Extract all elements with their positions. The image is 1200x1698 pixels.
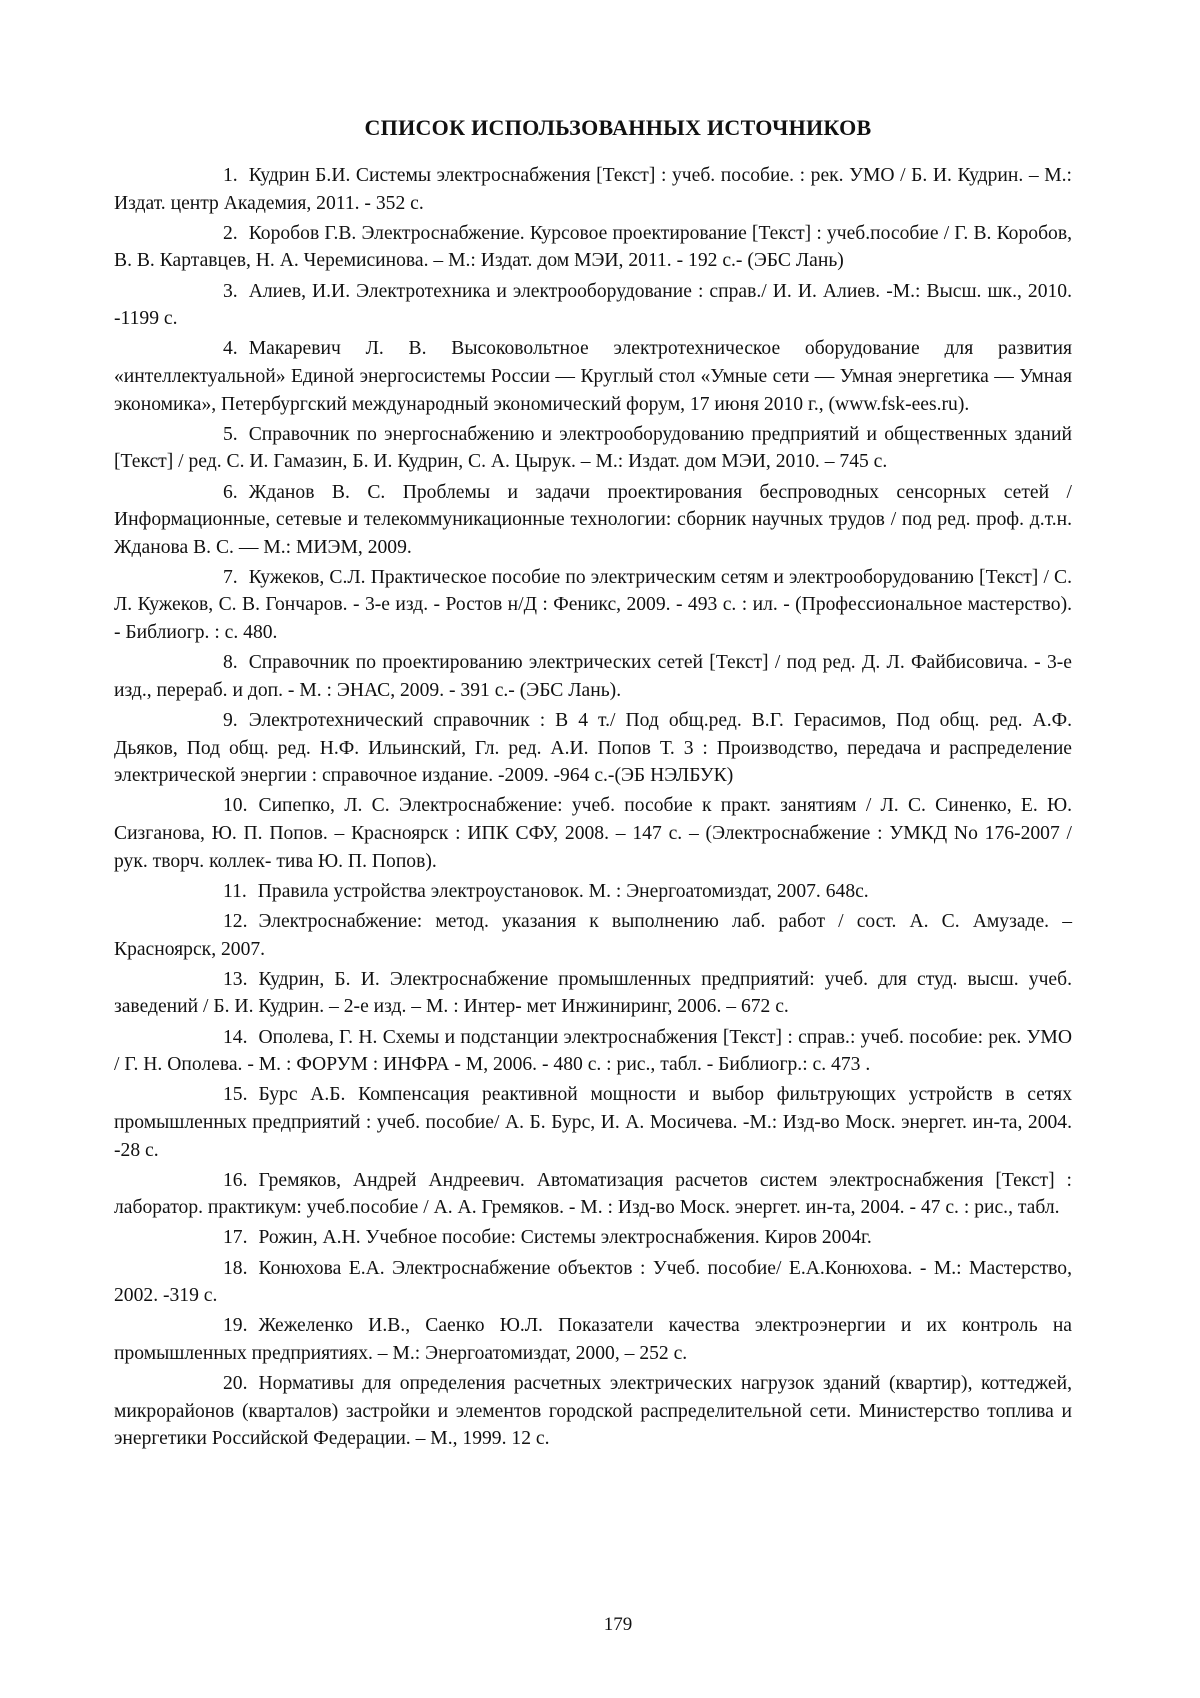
page-title: СПИСОК ИСПОЛЬЗОВАННЫХ ИСТОЧНИКОВ: [0, 114, 1200, 142]
reference-item: [114, 908, 1072, 963]
page-number: 179: [0, 1613, 1200, 1637]
reference-item: [114, 878, 1072, 906]
reference-text: Справочник по энергоснабжению и электрооборудованию предприятий и общественных зданий [Текст] / ред. С. И. Гамазин, Б. И. Кудрин, С. А. Цырук. – М.: Издат. дом МЭИ, 2010. – 745 с.: [114, 424, 1072, 473]
reference-text: Алиев, И.И. Электротехника и электрооборудование : справ./ И. И. Алиев. -М.: Высш. шк., 2010. -1199 с.: [114, 281, 1072, 330]
reference-text: Электротехнический справочник : В 4 т./ Под общ.ред. В.Г. Герасимов, Под общ. ред. А.Ф. Дьяков, Под общ. ред. Н.Ф. Ильинский, Гл. ред. А.И. Попов Т. 3 : Производство, передача и распределение электрической энергии : справочное издание. -2009. -964 с.-(ЭБ НЭЛБУК): [114, 710, 1072, 786]
reference-number: 12.: [223, 911, 248, 932]
reference-number: 20.: [223, 1373, 248, 1394]
reference-number: 1.: [223, 165, 238, 186]
reference-text: Жежеленко И.В., Саенко Ю.Л. Показатели качества электроэнергии и их контроль на промышленных предприятиях. – М.: Энергоатомиздат, 2000, – 252 с.: [114, 1315, 1072, 1364]
reference-text: Кудрин, Б. И. Электроснабжение промышленных предприятий: учеб. для студ. высш. учеб. заведений / Б. И. Кудрин. – 2-е изд. – М. : Интер- мет Инжиниринг, 2006. – 672 с.: [114, 969, 1072, 1018]
reference-number: 4.: [223, 338, 238, 359]
reference-text: Нормативы для определения расчетных электрических нагрузок зданий (квартир), коттеджей, микрорайонов (кварталов) застройки и элементов городской распределительной сети. Министерство топлива и энергетики Российской Федерации. – М., 1999. 12 с.: [114, 1373, 1072, 1449]
reference-number: 17.: [223, 1227, 248, 1248]
reference-number: 2.: [223, 223, 238, 244]
reference-text: Сипепко, Л. С. Электроснабжение: учеб. пособие к практ. занятиям / Л. С. Синенко, Е. Ю. Сизганова, Ю. П. Попов. – Красноярск : ИПК СФУ, 2008. – 147 с. – (Электроснабжение : УМКД No 176-2007 / рук. творч. коллек- тива Ю. П. Попов).: [114, 795, 1072, 871]
reference-item: [114, 479, 1072, 562]
reference-number: 13.: [223, 969, 248, 990]
reference-text: Ополева, Г. Н. Схемы и подстанции электроснабжения [Текст] : справ.: учеб. пособие: рек. УМО / Г. Н. Ополева. - М. : ФОРУМ : ИНФРА - М, 2006. - 480 с. : рис., табл. - Библиогр.: с. 473 .: [114, 1027, 1072, 1076]
reference-item: [114, 792, 1072, 875]
reference-item: [114, 1370, 1072, 1453]
reference-number: 14.: [223, 1027, 248, 1048]
reference-item: [114, 1312, 1072, 1367]
reference-item: [114, 966, 1072, 1021]
reference-item: [114, 564, 1072, 647]
reference-item: [114, 1024, 1072, 1079]
reference-item: [114, 162, 1072, 217]
reference-text: Справочник по проектированию электрических сетей [Текст] / под ред. Д. Л. Файбисовича. - 3-е изд., перераб. и доп. - М. : ЭНАС, 2009. - 391 с.- (ЭБС Лань).: [114, 652, 1072, 701]
reference-text: Рожин, А.Н. Учебное пособие: Системы электроснабжения. Киров 2004г.: [259, 1227, 872, 1248]
reference-list: [114, 162, 1072, 1456]
reference-number: 15.: [223, 1084, 248, 1105]
reference-text: Конюхова Е.А. Электроснабжение объектов : Учеб. пособие/ Е.А.Конюхова. - М.: Мастерство, 2002. -319 с.: [114, 1258, 1072, 1307]
reference-number: 16.: [223, 1170, 248, 1191]
reference-text: Электроснабжение: метод. указания к выполнению лаб. работ / сост. А. С. Амузаде. – Красноярск, 2007.: [114, 911, 1072, 960]
reference-text: Кужеков, С.Л. Практическое пособие по электрическим сетям и электрооборудованию [Текст] / С. Л. Кужеков, С. В. Гончаров. - 3-е изд. - Ростов н/Д : Феникс, 2009. - 493 с. : ил. - (Профессиональное мастерство). - Библиогр. : с. 480.: [114, 567, 1072, 643]
reference-text: Бурс А.Б. Компенсация реактивной мощности и выбор фильтрующих устройств в сетях промышленных предприятий : учеб. пособие/ А. Б. Бурс, И. А. Мосичева. -М.: Изд-во Моск. энергет. ин-та, 2004. -28 с.: [114, 1084, 1072, 1160]
reference-number: 6.: [223, 482, 238, 503]
reference-item: [114, 220, 1072, 275]
reference-number: 8.: [223, 652, 238, 673]
reference-number: 5.: [223, 424, 238, 445]
reference-text: Правила устройства электроустановок. М. : Энергоатомиздат, 2007. 648с.: [258, 881, 869, 902]
reference-text: Коробов Г.В. Электроснабжение. Курсовое проектирование [Текст] : учеб.пособие / Г. В. Коробов, В. В. Картавцев, Н. А. Черемисинова. – М.: Издат. дом МЭИ, 2011. - 192 с.- (ЭБС Лань): [114, 223, 1072, 272]
reference-number: 9.: [223, 710, 238, 731]
reference-item: [114, 1224, 1072, 1252]
reference-text: Гремяков, Андрей Андреевич. Автоматизация расчетов систем электроснабжения [Текст] : лаборатор. практикум: учеб.пособие / А. А. Гремяков. - М. : Изд-во Моск. энергет. ин-та, 2004. - 47 с. : рис., табл.: [114, 1170, 1072, 1219]
document-page: [0, 0, 1200, 1698]
reference-number: 10.: [223, 795, 248, 816]
reference-item: [114, 1081, 1072, 1164]
reference-text: Кудрин Б.И. Системы электроснабжения [Текст] : учеб. пособие. : рек. УМО / Б. И. Кудрин. – М.: Издат. центр Академия, 2011. - 352 с.: [114, 165, 1072, 214]
reference-item: [114, 1255, 1072, 1310]
reference-number: 19.: [223, 1315, 248, 1336]
reference-item: [114, 1167, 1072, 1222]
reference-item: [114, 278, 1072, 333]
reference-item: [114, 707, 1072, 790]
reference-number: 11.: [223, 881, 247, 902]
reference-item: [114, 649, 1072, 704]
reference-number: 18.: [223, 1258, 248, 1279]
reference-text: Макаревич Л. В. Высоковольтное электротехническое оборудование для развития «интеллектуальной» Единой энергосистемы России — Круглый стол «Умные сети — Умная энергетика — Умная экономика», Петербургский международный экономический форум, 17 июня 2010 г., (www.fsk-ees.ru).: [114, 338, 1072, 414]
reference-item: [114, 421, 1072, 476]
reference-text: Жданов В. С. Проблемы и задачи проектирования беспроводных сенсорных сетей / Информационные, сетевые и телекоммуникационные технологии: сборник научных трудов / под ред. проф. д.т.н. Жданова В. С. — М.: МИЭМ, 2009.: [114, 482, 1072, 558]
reference-number: 7.: [223, 567, 238, 588]
reference-number: 3.: [223, 281, 238, 302]
reference-item: [114, 335, 1072, 418]
